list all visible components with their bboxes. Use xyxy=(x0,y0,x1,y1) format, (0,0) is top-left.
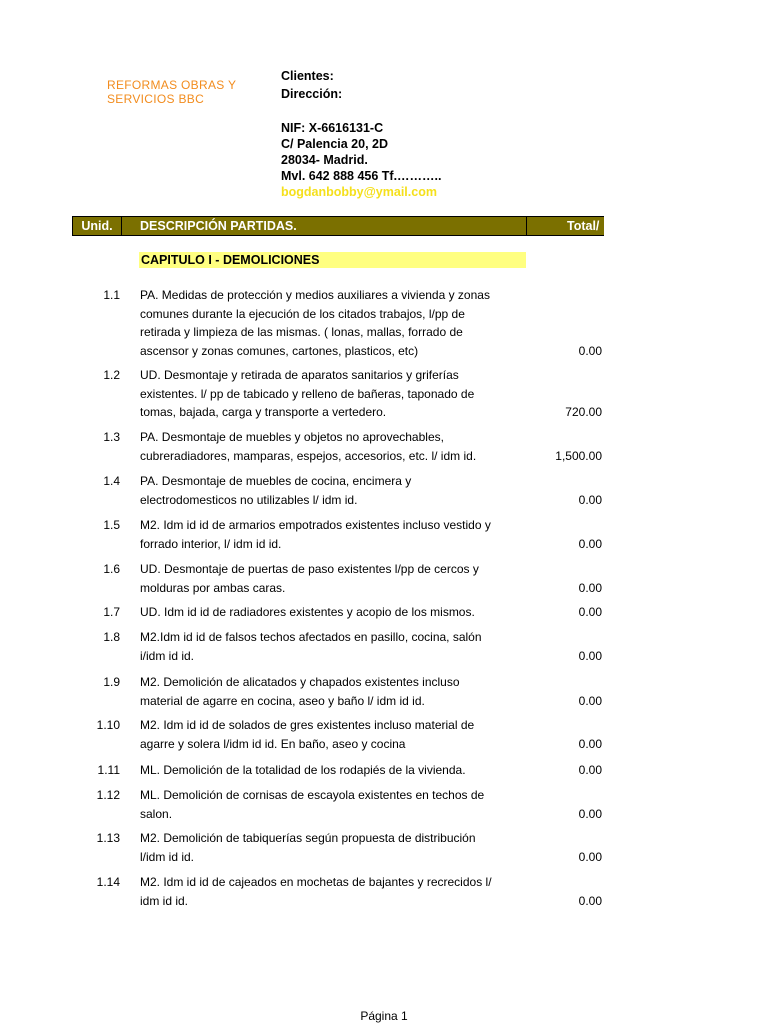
item-description xyxy=(140,873,524,910)
item-number: 1.3 xyxy=(103,430,120,444)
item-description-line: M2. Idm id id de armarios empotrados existentes incluso vestido y xyxy=(140,518,491,532)
item-description-line: M2.Idm id id de falsos techos afectados en pasillo, cocina, salón xyxy=(140,630,482,644)
item-amount: 0.00 xyxy=(578,492,602,507)
item-description-line: M2. Demolición de tabiquerías según propuesta de distribución xyxy=(140,831,476,845)
item-number: 1.4 xyxy=(103,474,120,488)
table-header xyxy=(72,216,604,236)
company-name xyxy=(107,78,247,106)
item-description-line: tomas, bajada, carga y transporte a vertedero. xyxy=(140,405,387,419)
item-description xyxy=(140,786,524,823)
item-description xyxy=(140,366,524,422)
item-description-line: M2. Idm id id de cajeados en mochetas de bajantes y recrecidos l/ xyxy=(140,875,492,889)
item-amount: 0.00 xyxy=(578,580,602,595)
city-text: 28034- Madrid. xyxy=(281,153,368,167)
item-number: 1.6 xyxy=(103,562,120,576)
item-amount: 0.00 xyxy=(578,763,602,777)
item-number: 1.8 xyxy=(103,630,120,644)
direccion-label: Dirección: xyxy=(281,87,343,101)
item-description-line: PA. Desmontaje de muebles y objetos no aprovechables, xyxy=(140,430,444,444)
item-description-line: i/idm id id. xyxy=(140,648,195,663)
item-description-line: PA. Desmontaje de muebles de cocina, encimera y xyxy=(140,474,412,488)
description-header: DESCRIPCIÓN PARTIDAS. xyxy=(140,219,297,233)
item-number: 1.5 xyxy=(103,518,120,532)
item-number: 1.1 xyxy=(103,288,120,302)
company-name-line2: SERVICIOS BBC xyxy=(107,92,205,106)
total-header: Total/ xyxy=(567,219,600,233)
item-description-line: ML. Demolición de la totalidad de los rodapiés de la vivienda. xyxy=(140,763,466,777)
address-text: C/ Palencia 20, 2D xyxy=(281,137,389,151)
item-amount: 0.00 xyxy=(578,806,602,821)
item-description-line: ascensor y zonas comunes, cartones, plasticos, etc) xyxy=(140,343,419,358)
item-amount: 0.00 xyxy=(578,736,602,751)
item-description xyxy=(140,560,524,597)
item-number: 1.7 xyxy=(103,605,120,619)
unid-header: Unid. xyxy=(72,217,122,235)
item-description xyxy=(140,716,524,753)
item-amount: 0.00 xyxy=(578,605,602,619)
item-description-line: electrodomesticos no utilizables l/ idm id. xyxy=(140,492,358,507)
header-separator xyxy=(526,217,527,235)
item-description xyxy=(140,829,524,866)
item-description xyxy=(140,673,524,710)
chapter-title: CAPITULO I - DEMOLICIONES xyxy=(139,252,526,268)
email-text: bogdanbobby@ymail.com xyxy=(281,185,437,199)
item-description-line: M2. Demolición de alicatados y chapados existentes incluso xyxy=(140,675,460,689)
item-amount: 0.00 xyxy=(578,893,602,908)
item-description xyxy=(140,628,524,665)
item-description xyxy=(140,761,524,780)
clientes-label: Clientes: xyxy=(281,69,334,83)
item-description-line: PA. Medidas de protección y medios auxiliares a vivienda y zonas xyxy=(140,288,490,302)
item-number: 1.9 xyxy=(103,675,120,689)
item-description-line: comunes durante la ejecución de los citados trabajos, l/pp de xyxy=(140,306,465,321)
item-description-line: agarre y solera l/idm id id. En baño, aseo y cocina xyxy=(140,736,406,751)
item-description xyxy=(140,516,524,553)
item-amount: 720.00 xyxy=(565,405,602,419)
item-number: 1.2 xyxy=(103,368,120,382)
item-number: 1.14 xyxy=(96,875,120,889)
item-description-line: M2. Idm id id de solados de gres existentes incluso material de xyxy=(140,718,475,732)
item-number: 1.12 xyxy=(96,788,120,802)
item-amount: 1,500.00 xyxy=(555,448,602,463)
item-description-line: ML. Demolición de cornisas de escayola existentes en techos de xyxy=(140,788,485,802)
item-description-line: idm id id. xyxy=(140,893,189,908)
company-name-line1: REFORMAS OBRAS Y xyxy=(107,78,237,92)
item-description xyxy=(140,428,524,465)
nif-text: NIF: X-6616131-C xyxy=(281,121,384,135)
item-amount: 0.00 xyxy=(578,693,602,708)
item-amount: 0.00 xyxy=(578,849,602,864)
item-description-line: salon. xyxy=(140,806,173,821)
item-description-line: UD. Desmontaje de puertas de paso existentes l/pp de cercos y xyxy=(140,562,479,576)
item-description-line: retirada y limpieza de las mismas. ( lonas, mallas, forrado de xyxy=(140,325,463,339)
item-description xyxy=(140,472,524,509)
page-number: Página 1 xyxy=(360,1009,408,1023)
item-description-line: molduras por ambas caras. xyxy=(140,580,286,595)
item-description xyxy=(140,286,524,360)
phone-text: Mvl. 642 888 456 Tf.……….. xyxy=(281,169,442,183)
item-amount: 0.00 xyxy=(578,536,602,551)
item-description-line: cubreradiadores, mamparas, espejos, accesorios, etc. l/ idm id. xyxy=(140,448,477,463)
item-description-line: forrado interior, l/ idm id id. xyxy=(140,536,282,551)
item-description-line: l/idm id id. xyxy=(140,849,195,864)
item-description-line: material de agarre en cocina, aseo y baño l/ idm id id. xyxy=(140,693,425,708)
item-amount: 0.00 xyxy=(578,648,602,663)
item-description xyxy=(140,603,524,622)
item-description-line: existentes. l/ pp de tabicado y relleno de bañeras, taponado de xyxy=(140,386,475,401)
item-description-line: UD. Idm id id de radiadores existentes y acopio de los mismos. xyxy=(140,605,475,619)
item-description-line: UD. Desmontaje y retirada de aparatos sanitarios y griferías xyxy=(140,368,459,382)
item-number: 1.13 xyxy=(96,831,120,845)
item-amount: 0.00 xyxy=(578,343,602,358)
client-info xyxy=(281,68,442,200)
item-number: 1.10 xyxy=(96,718,120,732)
item-number: 1.11 xyxy=(97,763,120,777)
